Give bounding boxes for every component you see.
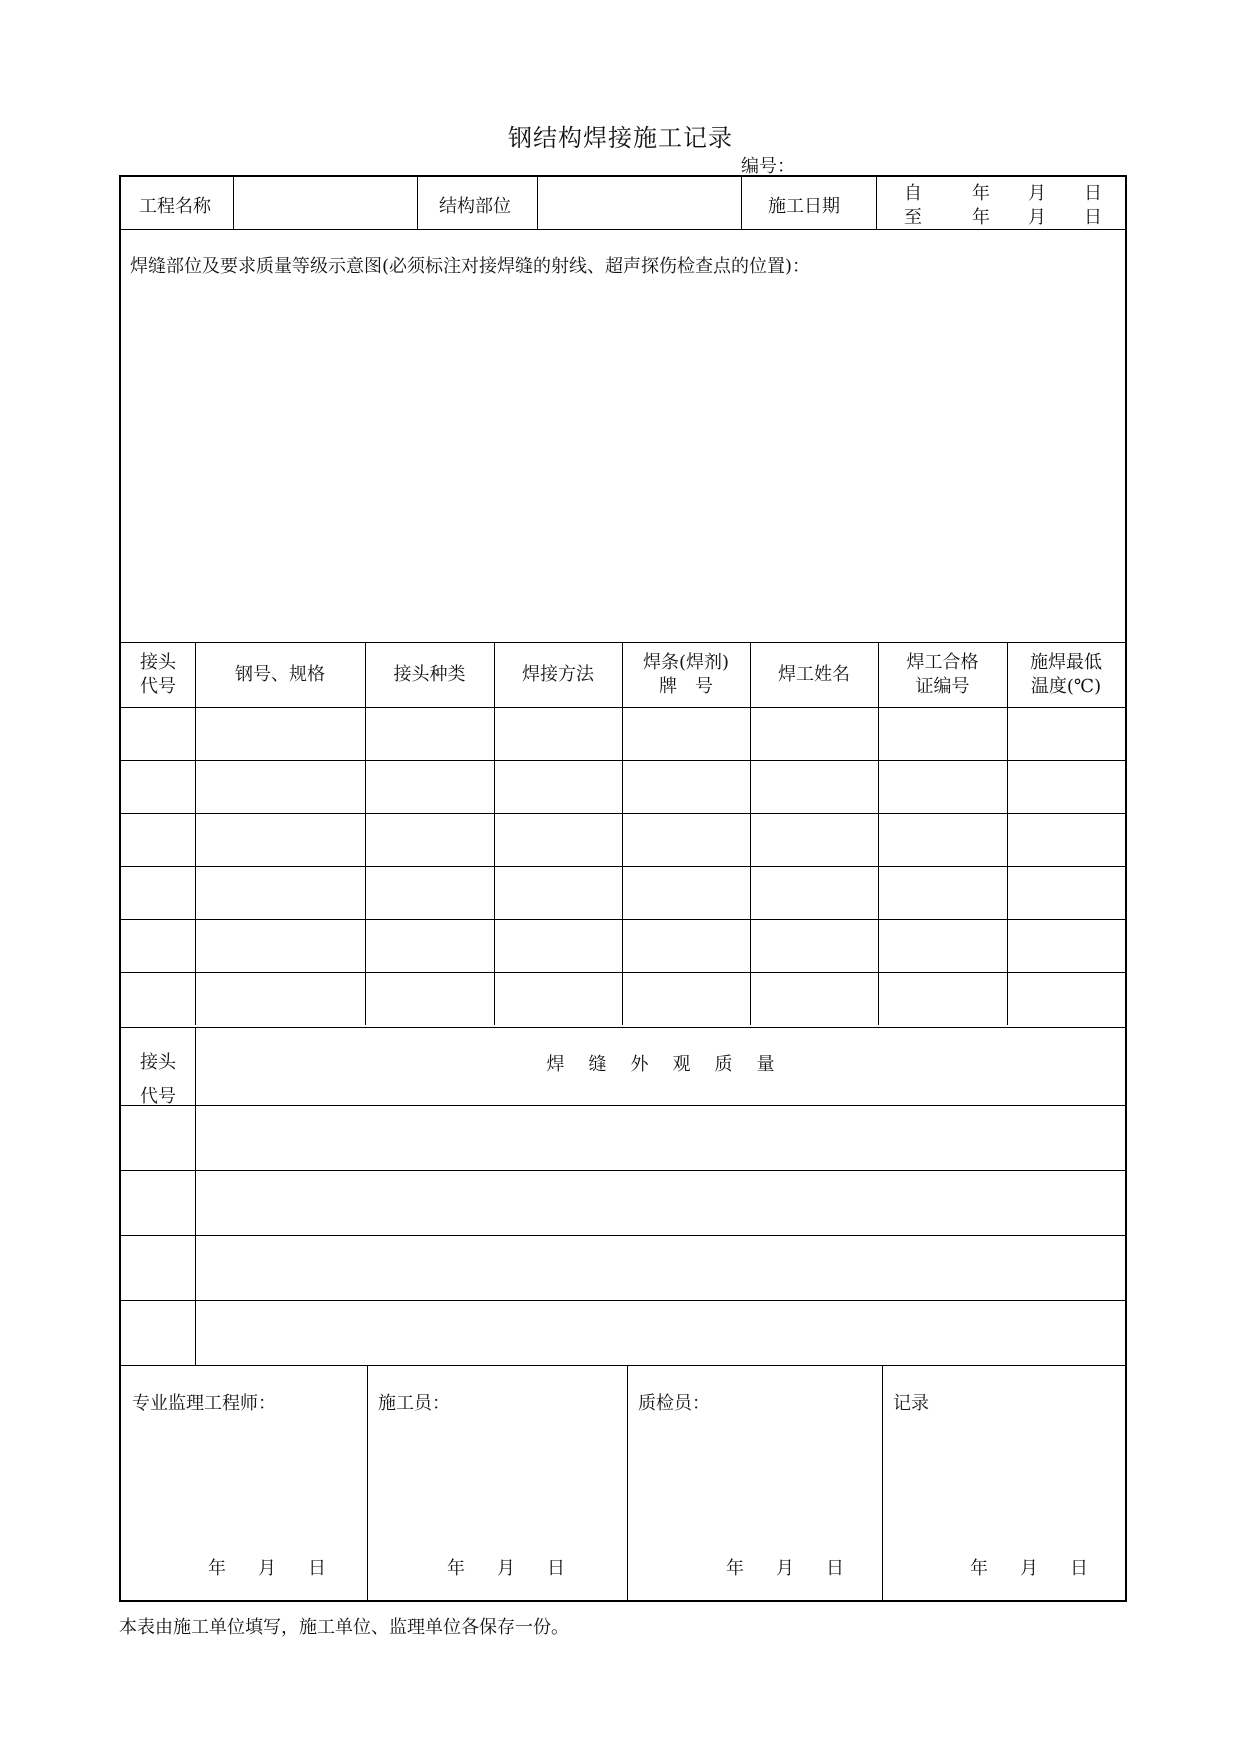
appearance-row-divider bbox=[121, 1170, 1125, 1171]
structure-part-label: 结构部位 bbox=[439, 196, 511, 217]
signature-date[interactable] bbox=[970, 1554, 1088, 1580]
date-to-row[interactable]: 至 年 月 日 bbox=[904, 207, 1102, 228]
weld-table-cell[interactable] bbox=[197, 815, 363, 864]
date-from-row[interactable]: 自 年 月 日 bbox=[904, 183, 1102, 204]
weld-table-cell[interactable] bbox=[496, 709, 620, 758]
footer-note: 本表由施工单位填写，施工单位、监理单位各保存一份。 bbox=[119, 1617, 569, 1638]
weld-col-divider bbox=[878, 642, 879, 1025]
weld-header-cell bbox=[365, 663, 494, 687]
signature-area[interactable] bbox=[884, 1417, 1123, 1537]
signature-date[interactable] bbox=[447, 1554, 565, 1580]
weld-table-cell[interactable] bbox=[123, 921, 193, 970]
weld-col-divider bbox=[1007, 642, 1008, 1025]
weld-header-line: 钢号、规格 bbox=[235, 664, 325, 685]
signature-label: 记录 bbox=[893, 1393, 929, 1414]
weld-col-divider bbox=[365, 642, 366, 1025]
form-frame bbox=[119, 175, 1127, 1602]
weld-table-cell[interactable] bbox=[1009, 762, 1123, 811]
weld-table-cell[interactable] bbox=[880, 921, 1005, 970]
weld-table-cell[interactable] bbox=[197, 921, 363, 970]
weld-table-cell[interactable] bbox=[880, 974, 1005, 1023]
weld-table-cell[interactable] bbox=[752, 815, 876, 864]
appearance-joint-cell[interactable] bbox=[123, 1107, 193, 1168]
weld-table-cell[interactable] bbox=[752, 868, 876, 917]
signature-month: 月 bbox=[258, 1558, 276, 1579]
weld-table-cell[interactable] bbox=[880, 868, 1005, 917]
quality-heading-char: 外 bbox=[630, 1054, 649, 1075]
weld-table-cell[interactable] bbox=[496, 974, 620, 1023]
signature-divider bbox=[882, 1365, 883, 1602]
weld-table-cell[interactable] bbox=[624, 762, 748, 811]
weld-row-divider bbox=[121, 760, 1125, 761]
weld-header-cell bbox=[195, 663, 365, 687]
weld-table-cell[interactable] bbox=[624, 974, 748, 1023]
signature-month: 月 bbox=[497, 1558, 515, 1579]
weld-table-cell[interactable] bbox=[123, 815, 193, 864]
weld-header-line: 焊工合格 bbox=[906, 652, 979, 673]
appearance-quality-cell[interactable] bbox=[199, 1237, 1121, 1298]
weld-table-cell[interactable] bbox=[123, 762, 193, 811]
weld-header-cell bbox=[494, 663, 622, 687]
weld-header-line: 施焊最低 bbox=[1030, 652, 1102, 673]
weld-table-cell[interactable] bbox=[1009, 709, 1123, 758]
signature-area[interactable] bbox=[123, 1417, 365, 1537]
weld-table-cell[interactable] bbox=[752, 709, 876, 758]
weld-header-cell bbox=[1007, 651, 1125, 699]
weld-table-cell[interactable] bbox=[880, 762, 1005, 811]
signature-area[interactable] bbox=[369, 1417, 625, 1537]
weld-row-divider bbox=[121, 919, 1125, 920]
weld-header-line: 焊接方法 bbox=[522, 664, 594, 685]
appearance-quality-cell[interactable] bbox=[199, 1302, 1121, 1363]
weld-header-cell bbox=[121, 651, 195, 699]
signature-date[interactable] bbox=[208, 1554, 326, 1580]
weld-header-divider bbox=[121, 707, 1125, 708]
quality-heading-char: 观 bbox=[672, 1054, 691, 1075]
weld-table-cell[interactable] bbox=[1009, 921, 1123, 970]
weld-table-cell[interactable] bbox=[496, 921, 620, 970]
weld-table-cell[interactable] bbox=[367, 709, 492, 758]
signature-label: 专业监理工程师： bbox=[132, 1393, 276, 1414]
signature-day: 日 bbox=[1070, 1558, 1088, 1579]
weld-table-cell[interactable] bbox=[880, 709, 1005, 758]
structure-part-field[interactable] bbox=[539, 177, 739, 229]
diagram-area[interactable] bbox=[121, 277, 1125, 637]
weld-header-line: 焊条(焊剂) bbox=[642, 652, 730, 673]
weld-header-cell bbox=[622, 651, 750, 699]
weld-table-cell[interactable] bbox=[197, 762, 363, 811]
weld-table-cell[interactable] bbox=[624, 709, 748, 758]
weld-header-line: 牌 号 bbox=[659, 676, 713, 697]
weld-table-cell[interactable] bbox=[496, 762, 620, 811]
signature-divider bbox=[367, 1365, 368, 1602]
weld-table-cell[interactable] bbox=[624, 868, 748, 917]
weld-header-line: 代号 bbox=[140, 676, 176, 697]
weld-table-cell[interactable] bbox=[496, 815, 620, 864]
signature-month: 月 bbox=[1020, 1558, 1038, 1579]
weld-table-cell[interactable] bbox=[752, 762, 876, 811]
weld-header-line: 焊工姓名 bbox=[778, 664, 850, 685]
signature-month: 月 bbox=[776, 1558, 794, 1579]
project-name-label: 工程名称 bbox=[139, 196, 211, 217]
weld-table-cell[interactable] bbox=[624, 921, 748, 970]
weld-header-cell bbox=[750, 663, 878, 687]
weld-col-divider bbox=[494, 642, 495, 1025]
weld-header-line: 证编号 bbox=[915, 676, 970, 697]
signature-year: 年 bbox=[970, 1558, 988, 1579]
weld-table-cell[interactable] bbox=[367, 974, 492, 1023]
weld-table-cell[interactable] bbox=[197, 974, 363, 1023]
page-title: 钢结构焊接施工记录 bbox=[508, 124, 733, 152]
appearance-quality-heading bbox=[196, 1050, 1125, 1076]
signature-area[interactable] bbox=[629, 1417, 880, 1537]
weld-header-cell bbox=[878, 651, 1007, 699]
weld-table-cell[interactable] bbox=[367, 815, 492, 864]
appearance-joint-label: 接头 代号 bbox=[140, 1052, 176, 1107]
signature-year: 年 bbox=[726, 1558, 744, 1579]
weld-header-line: 接头种类 bbox=[393, 664, 466, 685]
signature-label: 施工员： bbox=[378, 1393, 450, 1414]
signature-day: 日 bbox=[547, 1558, 565, 1579]
appearance-joint-cell[interactable] bbox=[123, 1172, 193, 1233]
quality-heading-char: 量 bbox=[756, 1054, 775, 1075]
weld-row-divider bbox=[121, 972, 1125, 973]
appearance-joint-cell[interactable] bbox=[123, 1237, 193, 1298]
signature-day: 日 bbox=[826, 1558, 844, 1579]
weld-table-cell[interactable] bbox=[1009, 815, 1123, 864]
appearance-joint-cell[interactable] bbox=[123, 1302, 193, 1363]
weld-table-cell[interactable] bbox=[1009, 974, 1123, 1023]
quality-heading-char: 焊 bbox=[546, 1054, 565, 1075]
weld-table-cell[interactable] bbox=[752, 974, 876, 1023]
quality-heading-char: 缝 bbox=[588, 1054, 607, 1075]
weld-table-cell[interactable] bbox=[496, 868, 620, 917]
appearance-row-divider bbox=[121, 1235, 1125, 1236]
weld-table-cell[interactable] bbox=[197, 709, 363, 758]
code-label: 编号： bbox=[741, 156, 795, 177]
weld-table-cell[interactable] bbox=[624, 815, 748, 864]
weld-col-divider bbox=[750, 642, 751, 1025]
weld-table-cell[interactable] bbox=[123, 709, 193, 758]
diagram-label: 焊缝部位及要求质量等级示意图(必须标注对接焊缝的射线、超声探伤检查点的位置)： bbox=[130, 256, 811, 277]
weld-table-cell[interactable] bbox=[367, 921, 492, 970]
weld-table-cell[interactable] bbox=[123, 868, 193, 917]
weld-col-divider bbox=[195, 642, 196, 1025]
weld-table-cell[interactable] bbox=[197, 868, 363, 917]
quality-heading-char: 质 bbox=[714, 1054, 733, 1075]
weld-table-cell[interactable] bbox=[367, 868, 492, 917]
signature-date[interactable] bbox=[726, 1554, 844, 1580]
appearance-row-divider bbox=[121, 1300, 1125, 1301]
weld-table-cell[interactable] bbox=[367, 762, 492, 811]
signature-label: 质检员： bbox=[638, 1393, 710, 1414]
signature-day: 日 bbox=[308, 1558, 326, 1579]
signature-divider bbox=[627, 1365, 628, 1602]
appearance-quality-cell[interactable] bbox=[199, 1172, 1121, 1233]
weld-row-divider bbox=[121, 866, 1125, 867]
date-label: 施工日期 bbox=[768, 196, 840, 217]
weld-table-cell[interactable] bbox=[1009, 868, 1123, 917]
weld-row-divider bbox=[121, 813, 1125, 814]
appearance-row-divider bbox=[121, 1105, 1125, 1106]
weld-header-line: 温度(℃) bbox=[1030, 676, 1102, 697]
weld-header-line: 接头 bbox=[140, 652, 176, 673]
appearance-quality-cell[interactable] bbox=[199, 1107, 1121, 1168]
weld-table-cell[interactable] bbox=[880, 815, 1005, 864]
signature-year: 年 bbox=[208, 1558, 226, 1579]
weld-table-cell[interactable] bbox=[752, 921, 876, 970]
weld-table-cell[interactable] bbox=[123, 974, 193, 1023]
weld-col-divider bbox=[622, 642, 623, 1025]
signature-year: 年 bbox=[447, 1558, 465, 1579]
